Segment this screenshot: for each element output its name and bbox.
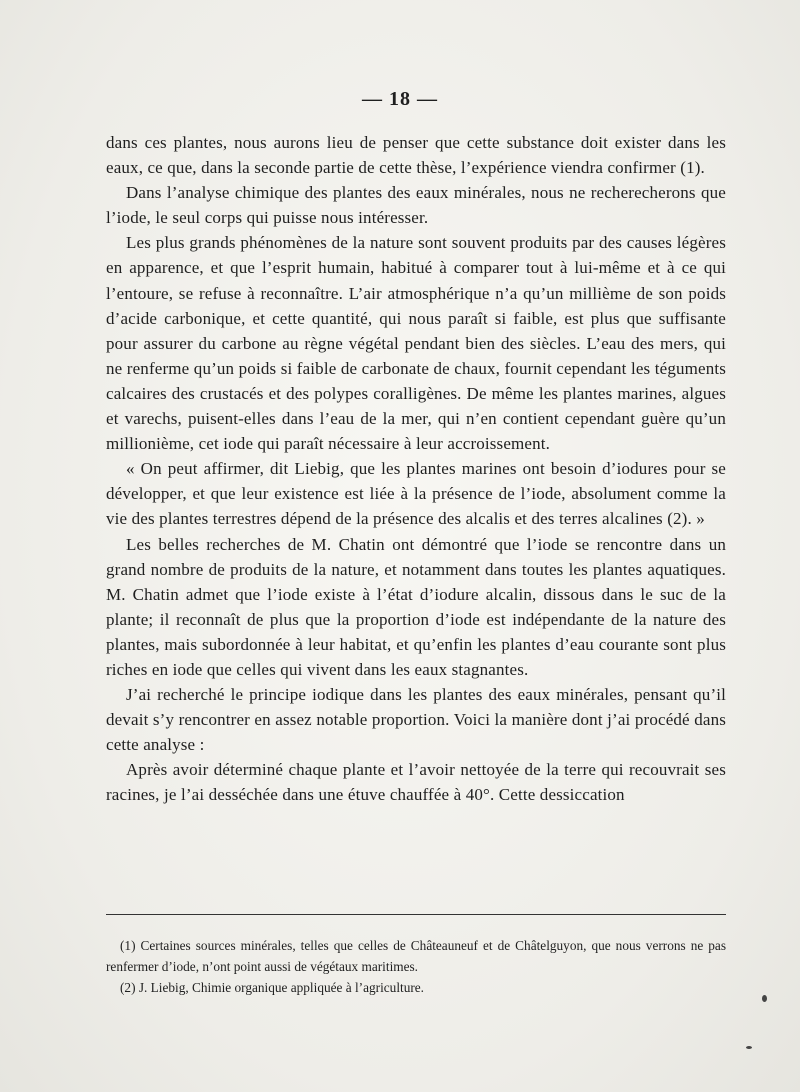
paragraph: « On peut affirmer, dit Liebig, que les plantes marines ont besoin d’iodures pour se développer, et que leur existence est liée à la présence de l’iode, absolument comme la vie des plantes terrestres dépend de la présence des alcalis et des terres alcalines (2). »	[106, 459, 726, 529]
ink-speck	[762, 995, 767, 1002]
main-text	[106, 130, 726, 808]
footnote-divider	[106, 914, 726, 915]
paragraph: Les belles recherches de M. Chatin ont démontré que l’iode se rencontre dans un grand nombre de produits de la nature, et notamment dans toutes les plantes aquatiques. M. Chatin admet que l’iode existe à l’état d’iodure alcalin, dissous dans le suc de la plante; il reconnaît de plus que la proportion d’iode est indépendante de la nature des plantes, mais subordonnée à leur habitat, et qu’enfin les plantes d’eau courante sont plus riches en iode que celles qui vivent dans les eaux stagnantes.	[106, 534, 726, 679]
paragraph: Dans l’analyse chimique des plantes des eaux minérales, nous ne recherecherons que l’iode, le seul corps qui puisse nous intéresser.	[106, 183, 726, 228]
page-number: — 18 —	[362, 88, 438, 110]
ink-speck	[746, 1046, 752, 1049]
footnotes	[106, 935, 726, 998]
footnote: (1) Certaines sources minérales, telles que celles de Châteauneuf et de Châtelguyon, que nous verrons ne pas renfermer d’iode, n’ont point aussi de végétaux maritimes.	[106, 938, 726, 974]
paragraph: dans ces plantes, nous aurons lieu de penser que cette substance doit exister dans les eaux, ce que, dans la seconde partie de cette thèse, l’expérience viendra confirmer (1).	[106, 133, 726, 178]
paragraph: J’ai recherché le principe iodique dans les plantes des eaux minérales, pensant qu’il devait s’y rencontrer en assez notable proportion. Voici la manière dont j’ai procédé dans cette analyse :	[106, 685, 726, 755]
paragraph: Après avoir déterminé chaque plante et l’avoir nettoyée de la terre qui recouvrait ses racines, je l’ai desséchée dans une étuve chauffée à 40°. Cette dessiccation	[106, 760, 726, 805]
paragraph: Les plus grands phénomènes de la nature sont souvent produits par des causes légères en apparence, et que l’esprit humain, habitué à comparer tout à lui-même et à ce qui l’entoure, se refuse à reconnaître. L’air atmosphérique n’a qu’un millième de son poids d’acide carbonique, et cette quantité, qui nous paraît si faible, est plus que suffisante pour assurer du carbone au règne végétal pendant bien des siècles. L’eau des mers, qui ne renferme qu’un poids si faible de carbonate de chaux, fournit cependant les téguments calcaires des crustacés et des polypes coralligènes. De même les plantes marines, algues et varechs, puisent-elles dans l’eau de la mer, qui n’en contient cependant guère qu’un millionième, cet iode qui paraît nécessaire à leur accroissement.	[106, 233, 726, 454]
footnote: (2) J. Liebig, Chimie organique appliquée à l’agriculture.	[120, 980, 425, 995]
